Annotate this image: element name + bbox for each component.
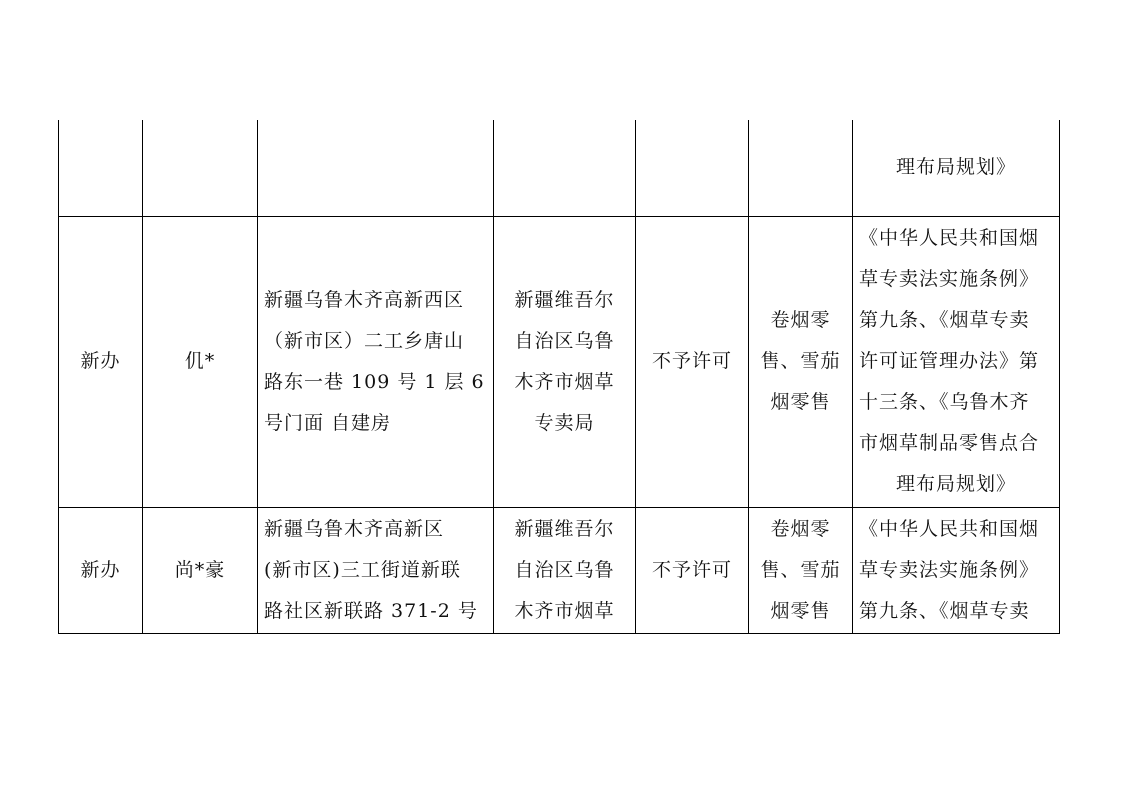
name-text: 仉* xyxy=(184,350,216,372)
table-row xyxy=(59,507,1060,633)
table-row xyxy=(59,216,1060,507)
cell-address xyxy=(258,216,494,507)
basis-line: 市烟草制品零售点合 xyxy=(859,432,1040,454)
basis-line: 第九条、《烟草专卖 xyxy=(859,599,1030,622)
address-line: （新市区）二工乡唐山 xyxy=(264,329,465,352)
basis-line: 许可证管理办法》第 xyxy=(859,350,1040,372)
authority-line: 自治区乌鲁 xyxy=(514,329,615,352)
name-text: 尚*豪 xyxy=(174,558,226,581)
permit-decision-table xyxy=(58,120,1060,634)
cell-decision xyxy=(636,120,749,216)
cell-basis xyxy=(853,120,1060,216)
cell-type xyxy=(59,216,143,507)
scope-line: 售、雪茄 xyxy=(760,350,841,372)
cell-name xyxy=(143,507,258,633)
basis-line: 草专卖法实施条例》 xyxy=(859,268,1040,290)
basis-line: 草专卖法实施条例》 xyxy=(859,558,1040,581)
address-line: 路东一巷 109 号 1 层 6 xyxy=(264,370,485,393)
basis-line: 《中华人民共和国烟 xyxy=(859,227,1040,249)
cell-authority xyxy=(494,120,636,216)
cell-authority xyxy=(494,216,636,507)
table-row xyxy=(59,120,1060,216)
cell-authority xyxy=(494,507,636,633)
authority-line: 新疆维吾尔 xyxy=(514,517,615,540)
cell-basis xyxy=(853,507,1060,633)
cell-address xyxy=(258,120,494,216)
cell-name xyxy=(143,120,258,216)
authority-line: 木齐市烟草 xyxy=(514,599,615,622)
basis-line: 十三条、《乌鲁木齐 xyxy=(859,391,1030,413)
authority-line: 自治区乌鲁 xyxy=(514,558,615,581)
address-line: 新疆乌鲁木齐高新区 xyxy=(264,517,445,540)
scope-line: 烟零售 xyxy=(770,391,831,413)
scope-line: 烟零售 xyxy=(770,599,831,622)
basis-line: 第九条、《烟草专卖 xyxy=(859,309,1030,331)
authority-line: 专卖局 xyxy=(534,411,595,434)
basis-line: 理布局规划》 xyxy=(895,156,1016,179)
authority-line: 新疆维吾尔 xyxy=(514,288,615,311)
authority-line: 木齐市烟草 xyxy=(514,370,615,393)
cell-name xyxy=(143,216,258,507)
cell-decision xyxy=(636,507,749,633)
address-line: (新市区)三工街道新联 xyxy=(264,558,461,581)
type-text: 新办 xyxy=(80,558,121,581)
cell-address xyxy=(258,507,494,633)
cell-basis xyxy=(853,216,1060,507)
cell-scope xyxy=(749,216,853,507)
cell-decision xyxy=(636,216,749,507)
basis-line: 理布局规划》 xyxy=(895,473,1016,495)
address-line: 新疆乌鲁木齐高新西区 xyxy=(264,288,465,311)
address-line: 号门面 自建房 xyxy=(264,411,392,434)
decision-text: 不予许可 xyxy=(651,558,732,581)
scope-line: 售、雪茄 xyxy=(760,558,841,581)
basis-line: 《中华人民共和国烟 xyxy=(859,517,1040,540)
cell-type xyxy=(59,507,143,633)
cell-scope xyxy=(749,507,853,633)
cell-type xyxy=(59,120,143,216)
scope-line: 卷烟零 xyxy=(770,309,831,331)
address-line: 路社区新联路 371-2 号 xyxy=(264,599,478,622)
cell-scope xyxy=(749,120,853,216)
scope-line: 卷烟零 xyxy=(770,517,831,540)
decision-text: 不予许可 xyxy=(651,350,732,372)
type-text: 新办 xyxy=(80,350,121,372)
